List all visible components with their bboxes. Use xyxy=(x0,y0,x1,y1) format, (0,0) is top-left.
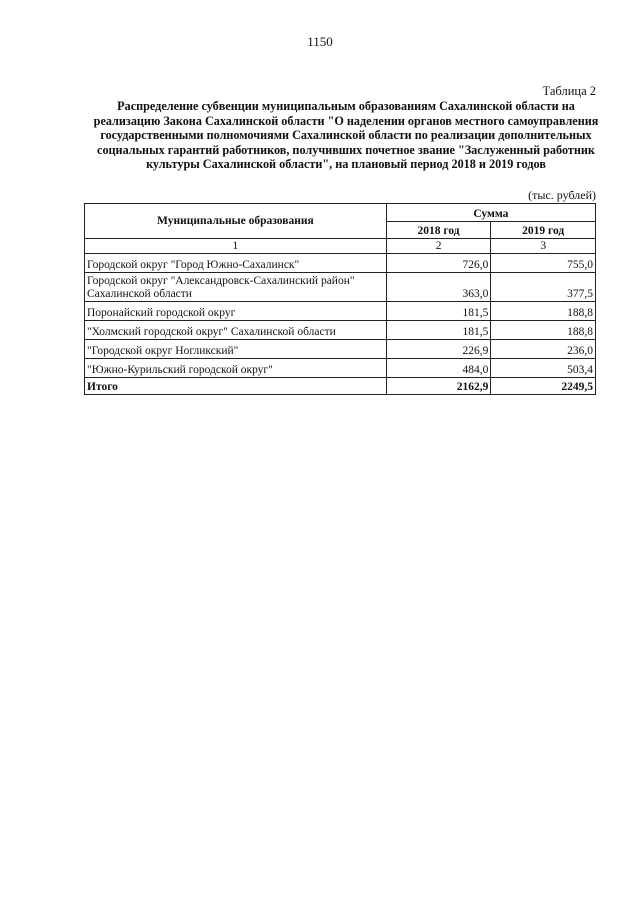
header-sum: Сумма xyxy=(386,204,595,222)
municipality-name: "Южно-Курильский городской округ" xyxy=(85,359,387,378)
value-2018: 181,5 xyxy=(386,321,491,340)
table-row xyxy=(85,321,596,340)
value-2018: 181,5 xyxy=(386,302,491,321)
municipality-name: "Холмский городской округ" Сахалинской области xyxy=(85,321,387,340)
value-2019: 755,0 xyxy=(491,254,596,273)
value-2019: 188,8 xyxy=(491,321,596,340)
municipality-name: Городской округ "Александровск-Сахалинский район" Сахалинской области xyxy=(85,273,387,302)
header-year-2019: 2019 год xyxy=(491,221,596,239)
unit-label: (тыс. рублей) xyxy=(528,188,596,202)
value-2018: 726,0 xyxy=(386,254,491,273)
value-2019: 236,0 xyxy=(491,340,596,359)
total-2018: 2162,9 xyxy=(386,378,491,395)
header-year-2018: 2018 год xyxy=(386,221,491,239)
table-row xyxy=(85,254,596,273)
document-title: Распределение субвенции муниципальным образованиям Сахалинской области на реализацию Закона Сахалинской области "О наделении органов местного самоуправления государственными полномочиями Сахалинской области по реализации дополнительных социальных гарантий работников, получивших почетное звание "Заслуженный работник культуры Сахалинской области", на плановый период 2018 и 2019 годов xyxy=(93,99,599,172)
page-number: 1150 xyxy=(307,34,333,49)
header-municipality: Муниципальные образования xyxy=(85,204,387,239)
value-2019: 503,4 xyxy=(491,359,596,378)
total-2019: 2249,5 xyxy=(491,378,596,395)
table-row xyxy=(85,302,596,321)
table-row xyxy=(85,340,596,359)
total-row xyxy=(85,378,596,395)
column-index-1: 1 xyxy=(85,239,387,254)
total-label: Итого xyxy=(85,378,387,395)
value-2018: 226,9 xyxy=(386,340,491,359)
value-2018: 363,0 xyxy=(386,273,491,302)
value-2019: 377,5 xyxy=(491,273,596,302)
column-index-3: 3 xyxy=(491,239,596,254)
municipality-name: Городской округ "Город Южно-Сахалинск" xyxy=(85,254,387,273)
table-row xyxy=(85,273,596,302)
municipality-name: Поронайский городской округ xyxy=(85,302,387,321)
column-index-2: 2 xyxy=(386,239,491,254)
municipality-name: "Городской округ Ногликский" xyxy=(85,340,387,359)
table-caption: Таблица 2 xyxy=(542,84,596,98)
subvention-table xyxy=(84,203,596,395)
value-2019: 188,8 xyxy=(491,302,596,321)
table-row xyxy=(85,359,596,378)
value-2018: 484,0 xyxy=(386,359,491,378)
